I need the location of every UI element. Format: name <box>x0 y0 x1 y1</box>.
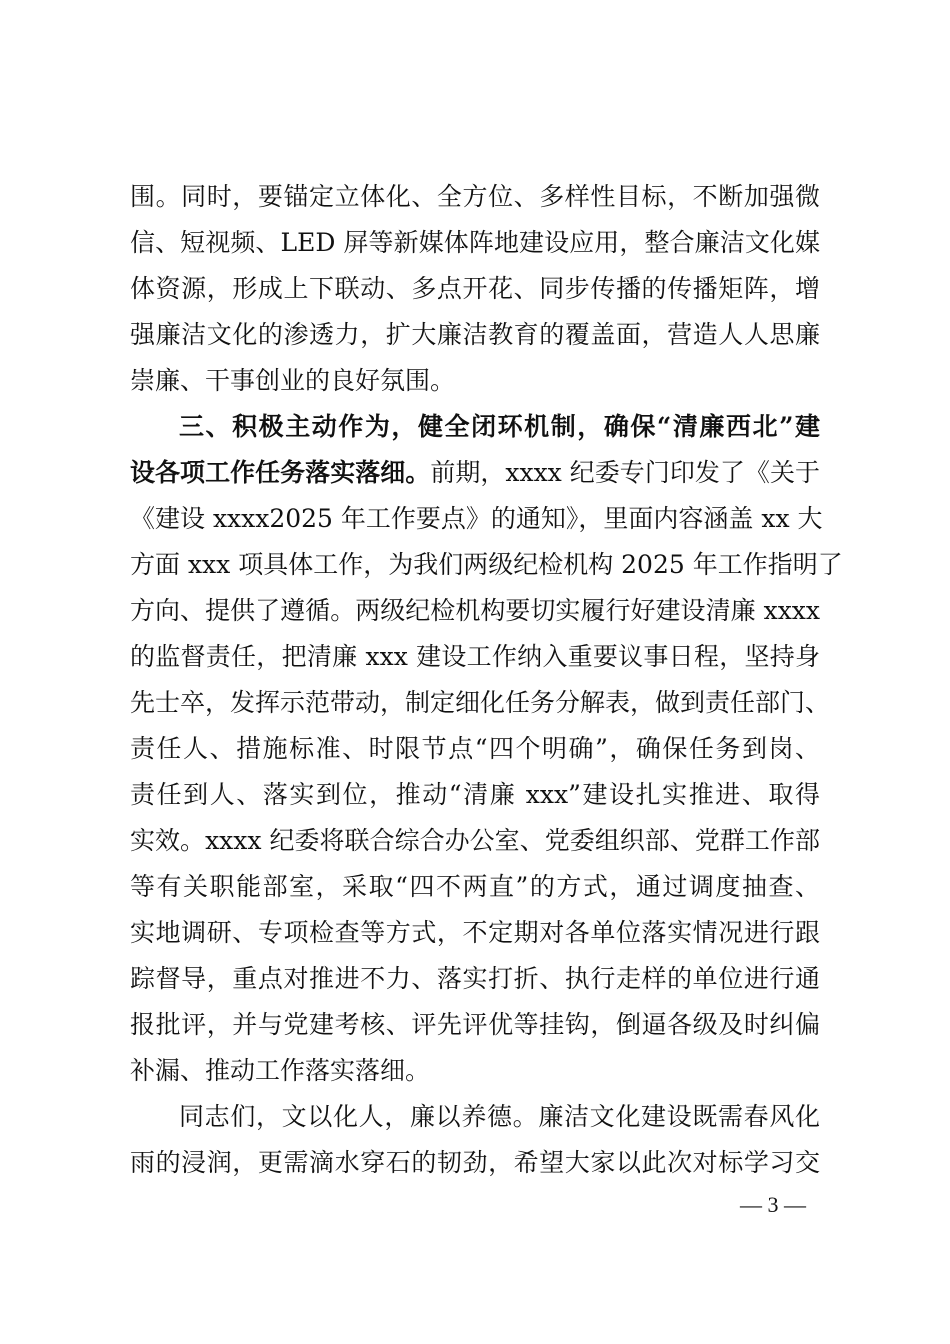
text-line: 先士卒，发挥示范带动，制定细化任务分解表，做到责任部门、 <box>130 688 831 717</box>
text-line: 等有关职能部室，采取“四不两直”的方式，通过调度抽查、 <box>130 872 820 901</box>
page-number: — 3 — <box>740 1192 806 1217</box>
text-line: 实效。xxxx 纪委将联合综合办公室、党委组织部、党群工作部 <box>130 826 820 855</box>
text-line: 踪督导，重点对推进不力、落实打折、执行走样的单位进行通 <box>130 964 820 993</box>
text-line: 强廉洁文化的渗透力，扩大廉洁教育的覆盖面，营造人人思廉 <box>130 320 820 349</box>
text-line: 方面 xxx 项具体工作，为我们两级纪检机构 2025 年工作指明了 <box>130 550 843 579</box>
text-line: 方向、提供了遵循。两级纪检机构要切实履行好建设清廉 xxxx <box>130 596 820 625</box>
text-line: 补漏、推动工作落实落细。 <box>130 1056 431 1085</box>
text-line: 雨的浸润，更需滴水穿石的韧劲，希望大家以此次对标学习交 <box>130 1148 820 1177</box>
text-line: 报批评，并与党建考核、评先评优等挂钩，倒逼各级及时纠偏 <box>130 1010 820 1039</box>
text-line: 《建设 xxxx2025 年工作要点》的通知》，里面内容涵盖 xx 大 <box>130 504 823 533</box>
text-line: 信、短视频、LED 屏等新媒体阵地建设应用，整合廉洁文化媒 <box>130 228 820 257</box>
text-line: 的监督责任，把清廉 xxx 建设工作纳入重要议事日程，坚持身 <box>130 642 820 671</box>
text-run: 前期，xxxx 纪委专门印发了《关于 <box>430 458 820 487</box>
text-line: 围。同时，要锚定立体化、全方位、多样性目标，不断加强微 <box>130 182 820 211</box>
text-line: 体资源，形成上下联动、多点开花、同步传播的传播矩阵，增 <box>130 274 820 303</box>
text-line: 责任人、措施标准、时限节点“四个明确”，确保任务到岗、 <box>130 734 820 763</box>
text-line <box>130 458 820 488</box>
section-heading-tail: 设各项工作任务落实落细。 <box>130 458 431 487</box>
text-line: 崇廉、干事创业的良好氛围。 <box>130 366 456 395</box>
text-line: 实地调研、专项检查等方式，不定期对各单位落实情况进行跟 <box>130 918 820 947</box>
text-line: 同志们，文以化人，廉以养德。廉洁文化建设既需春风化 <box>179 1102 820 1131</box>
section-heading-line: 三、积极主动作为，健全闭环机制，确保“清廉西北”建 <box>179 412 820 441</box>
text-line: 责任到人、落实到位，推动“清廉 xxx”建设扎实推进、取得 <box>130 780 820 809</box>
